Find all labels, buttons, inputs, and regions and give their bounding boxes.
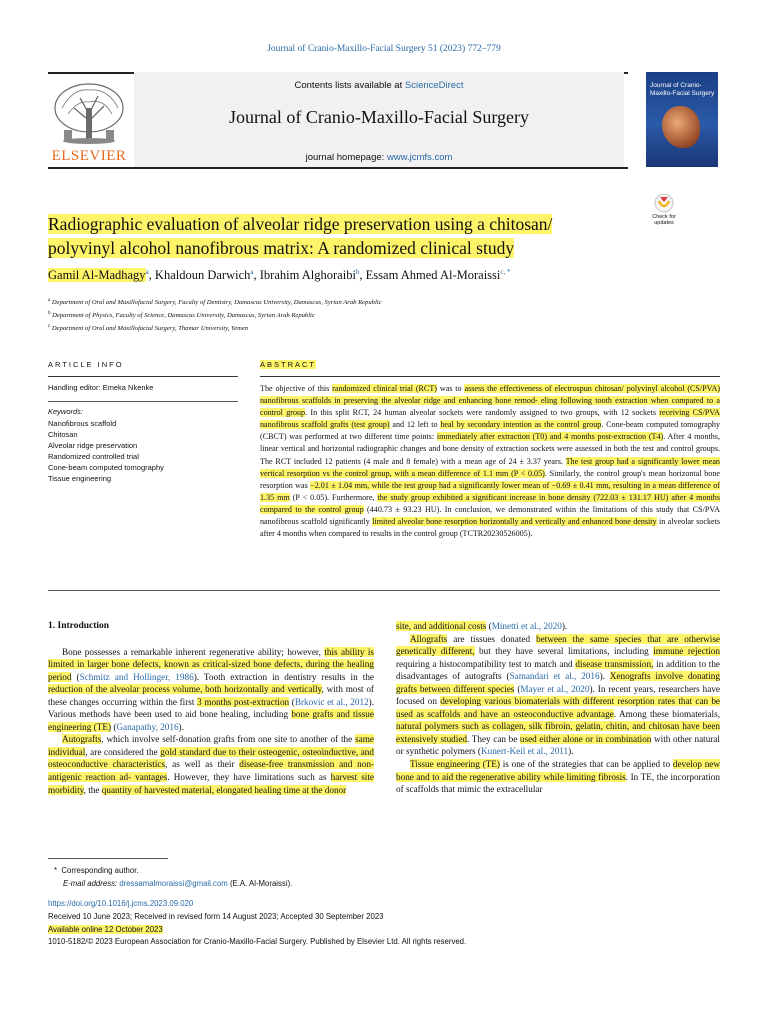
corresponding-text: Corresponding author. <box>61 866 139 875</box>
text-run: . Similarly, the control group's mean horizontal bone resorption was <box>260 468 720 490</box>
abstract-heading <box>260 360 316 369</box>
available-online-text: Available online 12 October 2023 <box>48 925 163 934</box>
text-run: in alveolar sockets after 4 months when compared to results in the control group (TCTR20230526005). <box>260 517 720 539</box>
text-run: . However, they have limitations such as <box>167 772 331 783</box>
highlighted-text: gold standard due to their osteogenic, osteoinductive, and osteoconductive characteristics <box>48 746 374 770</box>
highlighted-text: limited alveolar bone resorption horizontally and vertically and enhanced bone density <box>372 517 657 527</box>
highlighted-text: receiving CS/PVA nanofibrous scaffold grafts (test group) <box>260 408 720 430</box>
footnote-rule <box>48 858 168 859</box>
text-run: , with most of these changes occurring within the first <box>48 684 374 707</box>
highlighted-text: disease transmission, <box>575 658 654 669</box>
highlighted-text: quantity of harvested material, elongated healing time at the donor <box>101 784 347 795</box>
article-info-rule <box>48 376 238 377</box>
text-run: , as well as their <box>165 759 240 770</box>
email-label: E-mail address: <box>63 879 120 888</box>
homepage-link[interactable]: www.jcmfs.com <box>386 152 453 163</box>
doi-line <box>48 899 720 908</box>
text-run: (P < 0.05). Furthermore, <box>289 492 378 502</box>
header-rule-bottom <box>48 167 628 169</box>
text-run: ( <box>289 696 295 707</box>
affil-mark: c <box>48 324 51 330</box>
homepage-prefix: journal homepage: <box>305 152 387 163</box>
abstract-heading-label: ABSTRACT <box>260 360 317 369</box>
text-run: but they have several limitations, including <box>474 646 654 657</box>
keywords-heading: Keywords: <box>48 407 84 416</box>
text-run: . In this split RCT, 24 human alveolar sockets were randomly assigned to two groups, with 12 sockets <box>305 408 660 418</box>
highlighted-text: Allografts <box>410 633 448 644</box>
keyword-item: Nanofibrous scaffold <box>48 419 117 428</box>
available-online <box>48 925 720 934</box>
citation-link[interactable]: Minetti et al., 2020 <box>491 621 562 631</box>
text-run: . After 4 months, linear vertical and horizontal radiographic changes and bone density of extraction sockets were assessed in both the test and control groups. The RCT included 12 patients (4 male and 8 female) with a mean age of 24 ± 3.37 years. <box>260 432 720 466</box>
text-run: . They can be <box>467 733 520 744</box>
check-for-updates-label[interactable]: Check for updates <box>652 214 676 226</box>
sciencedirect-link[interactable]: ScienceDirect <box>404 80 464 91</box>
author-affil-mark[interactable]: a <box>145 268 149 276</box>
citation-link[interactable]: Brkovic et al., 2012 <box>294 696 369 707</box>
title-line-1: Radiographic evaluation of alveolar ridge preservation using a chitosan/ <box>48 214 553 234</box>
elsevier-wordmark[interactable]: ELSEVIER <box>51 148 127 164</box>
highlighted-text: harvest site morbidity <box>48 772 374 795</box>
text-run: ( <box>486 621 492 631</box>
author-name[interactable]: Khaldoun Darwich <box>154 268 251 283</box>
cover-title: Journal of Cranio-Maxillo-Facial Surgery <box>650 82 715 97</box>
citation-link[interactable]: Schmitz and Hollinger, 1986 <box>79 671 194 682</box>
intro-column-right <box>396 620 720 796</box>
title-line-2: polyvinyl alcohol nanofibrous matrix: A randomized clinical study <box>48 238 515 258</box>
handling-editor: Handling editor: Emeka Nkenke <box>48 383 154 392</box>
text-run: ( <box>71 671 80 682</box>
received-dates: Received 10 June 2023; Received in revised form 14 August 2023; Accepted 30 September 2023 <box>48 912 384 921</box>
article-title <box>48 212 638 260</box>
journal-reference[interactable]: Journal of Cranio-Maxillo-Facial Surgery 51 (2023) 772–779 <box>267 44 501 54</box>
highlighted-text: −2.01 ± 1.04 mm, while the test group had a significantly lower mean of −0.69 ± 0.41 mm, resulting in a mean difference of 1.35 mm <box>260 480 721 502</box>
highlighted-text: reduction of the alveolar process volume, both horizontally and vertically <box>48 684 322 695</box>
text-run: are tissues donated <box>447 633 537 644</box>
text-run: ). <box>599 671 610 682</box>
check-for-updates-icon[interactable] <box>654 193 674 213</box>
text-run: . Cone-beam computed tomography (CBCT) was performed at two different time points: <box>260 420 720 442</box>
text-run: Bone possesses a remarkable inherent regenerative ability; however, <box>62 646 325 657</box>
text-run: is one of the strategies that can be applied to <box>499 759 673 770</box>
affil-text: Department of Physics, Faculty of Science, Damascus University, Damascus, Syrian Arab Republic <box>52 312 315 320</box>
affiliation-item <box>48 308 688 321</box>
author-affil-mark[interactable]: b <box>355 268 360 276</box>
journal-title: Journal of Cranio-Maxillo-Facial Surgery <box>228 107 530 127</box>
abstract-rule <box>260 376 720 377</box>
text-run: (440.73 ± 93.23 HU). In conclusion, we demonstrated within the limitations of this study that CS/PVA nanofibrous scaffold significantly <box>260 504 720 527</box>
body-paragraph <box>396 758 720 796</box>
highlighted-text: natural polymers such as collagen, silk fibroin, gelatin, chitin, and chitosan have been extensively studied <box>396 721 720 744</box>
keyword-item: Cone-beam computed tomography <box>48 463 164 472</box>
highlighted-text: the study group exhibited a significant increase in bone density (722.03 ± 131.17 HU) after 4 months compared to the control group <box>260 492 721 514</box>
affil-text: Department of Oral and Maxillofacial Surgery, Faculty of Dentistry, Damascus University, Damascus, Syrian Arab Republic <box>51 299 382 307</box>
affil-mark: b <box>48 311 51 317</box>
text-run: , the <box>83 784 102 795</box>
text-run: . In TE, the incorporation of scaffolds that mimic the extracellular <box>396 771 720 795</box>
citation-link[interactable]: Samandari et al., 2016 <box>509 671 600 682</box>
article-info-heading: ARTICLE INFO <box>48 360 124 369</box>
email-note <box>63 879 735 888</box>
text-run: with other natural or synthetic polymers ( <box>396 733 720 757</box>
highlighted-text: heal by secondary intention as the control group <box>440 420 602 430</box>
citation-link[interactable]: Mayer et al., 2020 <box>520 683 590 694</box>
homepage-line <box>134 152 624 163</box>
highlighted-text: Xenografts involve donating grafts between different species <box>396 671 720 694</box>
body-paragraph <box>48 733 374 796</box>
author-list: Gamil Al-Madhagy$^a$, Khaldoun Darwich$^a$, Ibrahim Alghoraibi$^b$, Essam Ahmed Al-Moraissi$^{c, *}$ <box>48 268 511 283</box>
highlighted-text: Autografts <box>62 734 102 745</box>
author-name[interactable]: Gamil Al-Madhagy <box>48 268 146 283</box>
author-name[interactable]: Ibrahim Alghoraibi <box>259 268 356 283</box>
contents-prefix: Contents lists available at <box>294 80 405 91</box>
highlighted-text: assess the effectiveness of electrospun chitosan/ polyvinyl alcohol (CS/PVA) nanofibrous scaffolds in preserving the alveolar ridge and enhancing bone remod- eling following tooth extraction when compared to a control group <box>260 384 721 418</box>
intro-left-paragraphs <box>48 646 374 797</box>
text-run: ). <box>561 621 568 631</box>
keyword-item: Tissue engineering <box>48 474 112 483</box>
citation-link[interactable]: Kunert-Keil et al., 2011 <box>480 746 569 757</box>
keywords-list <box>48 418 238 484</box>
highlighted-text: bone grafts and tissue engineering (TE) <box>48 709 374 732</box>
highlighted-text: developing various biomaterials with different resorption rates that can be used as scaffolds and have an osteoconductive advantage <box>396 696 721 719</box>
highlighted-text: this ability is limited in larger bone defects, known as critical-sized bone defects, during the healing period <box>48 646 374 682</box>
affiliation-item <box>48 295 688 308</box>
affil-mark: a <box>48 298 51 303</box>
text-run: , which involve self-donation grafts from one site to another of the <box>101 734 356 745</box>
keyword-item: Chitosan <box>48 430 78 439</box>
contents-line <box>134 80 624 91</box>
author-name[interactable]: Essam Ahmed Al-Moraissi <box>365 268 501 283</box>
section-heading-introduction: 1. Introduction <box>48 621 110 631</box>
abstract-body <box>260 383 720 540</box>
text-run: The objective of this <box>260 384 333 393</box>
highlighted-text: develop new bone and to aid the regenerative ability while limiting fibrosis <box>396 759 721 782</box>
text-run: was to <box>436 384 465 393</box>
affil-text: Department of Oral and Maxillofacial Surgery, Thamar University, Yemen <box>51 325 249 333</box>
highlighted-text: randomized clinical trial (RCT) <box>332 384 437 393</box>
affiliation-item <box>48 321 688 334</box>
text-run: . Among these biomaterials, <box>613 708 720 719</box>
text-run: ( <box>111 721 117 732</box>
highlighted-text: used either alone or in combination <box>519 733 652 744</box>
keyword-item: Alveolar ridge preservation <box>48 441 138 450</box>
highlighted-text: between the same species that are otherwise genetically different, <box>396 633 720 657</box>
article-info-rule-2 <box>48 401 238 402</box>
highlighted-text: same individual <box>48 734 374 757</box>
intro-column-left <box>48 620 374 796</box>
text-run: requiring a histocompatibility test to match and <box>396 658 576 669</box>
author-affil-mark[interactable]: c, * <box>500 268 511 276</box>
body-paragraph <box>396 620 720 633</box>
doi-link[interactable]: https://doi.org/10.1016/j.jcms.2023.09.020 <box>48 899 194 908</box>
intro-right-paragraphs <box>396 620 720 796</box>
highlighted-text: The test group had a significantly lower mean vertical resorption vs the control group, with a mean difference of 1.1 mm (P < 0.05) <box>260 456 720 478</box>
text-run: ). <box>568 746 574 757</box>
author-affil-mark[interactable]: a <box>250 268 254 276</box>
cover-image-skull <box>662 106 700 148</box>
highlighted-text: 3 months post-extraction <box>197 696 290 707</box>
email-link[interactable]: dressamalmoraissi@gmail.com <box>119 879 228 888</box>
text-run: ). <box>178 721 184 732</box>
body-paragraph <box>48 646 374 734</box>
text-run: ). Tooth extraction in dentistry results in the <box>193 671 374 682</box>
body-paragraph <box>396 633 720 758</box>
text-run: , are considered the <box>85 746 161 757</box>
email-suffix: (E.A. Al-Moraissi). <box>227 879 293 888</box>
text-run: ). Various methods have been used to aid bone healing, including <box>48 696 374 720</box>
affiliations <box>48 295 688 335</box>
citation-link[interactable]: Ganapathy, 2016 <box>116 721 179 732</box>
text-run: in addition to the disadvantages of autografts ( <box>396 658 720 682</box>
highlighted-text: Tissue engineering (TE) <box>410 759 500 770</box>
abstract-bottom-rule <box>48 590 720 591</box>
text-run: ( <box>514 683 521 694</box>
text-run: and 12 left to <box>389 420 441 430</box>
highlighted-text: site, and additional costs <box>396 621 487 631</box>
highlighted-text: disease-free transmission and non-antigenic reaction ad- vantages <box>48 759 374 783</box>
highlighted-text: immune rejection <box>653 646 720 657</box>
copyright-line: 1010-5182/© 2023 European Association for Cranio-Maxillo-Facial Surgery. Published by Elsevier Ltd. All rights reserved. <box>48 937 467 946</box>
keyword-item: Randomized controlled trial <box>48 452 139 461</box>
text-run: ). In recent years, researchers have focused on <box>396 683 720 707</box>
highlighted-text: immediately after extraction (T0) and 4 months post-extraction (T4) <box>436 432 664 442</box>
corresponding-author-note: * Corresponding author. <box>54 866 139 875</box>
